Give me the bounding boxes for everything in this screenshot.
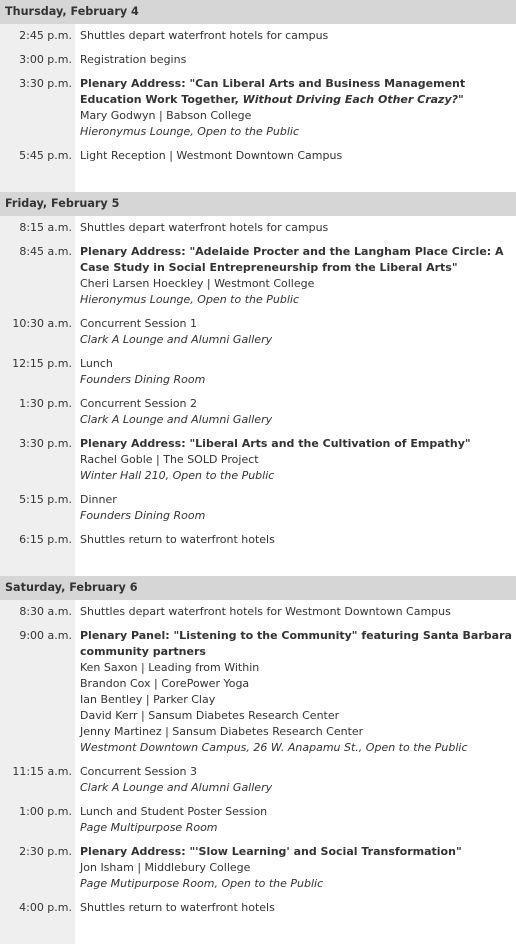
event-title: Registration begins [80,53,187,66]
event-title [80,844,512,860]
event-title: Light Reception | Westmont Downtown Campus [80,149,343,162]
schedule-event [0,52,516,68]
event-time: 9:00 a.m. [19,629,72,642]
event-speaker: Mary Godwyn | Babson College [80,109,252,122]
event-title [80,76,512,108]
schedule-event [0,492,516,524]
day-events [0,600,516,944]
event-location: Hieronymus Lounge, Open to the Public [80,293,300,306]
event-title: Shuttles return to waterfront hotels [80,901,275,914]
event-speaker: David Kerr | Sansum Diabetes Research Center [80,709,340,722]
event-location: Hieronymus Lounge, Open to the Public [80,125,300,138]
event-time: 4:00 p.m. [19,901,72,914]
event-info [80,244,516,308]
event-info [80,396,516,428]
day-header: Friday, February 5 [0,192,516,216]
event-time: 3:30 p.m. [19,77,72,90]
schedule-event [0,28,516,44]
event-title-bold: Plenary Address: "'Slow Learning' and Social Transformation" [80,845,462,858]
event-time: 2:30 p.m. [19,845,72,858]
schedule-event [0,532,516,548]
event-info [80,764,516,796]
event-time: 6:15 p.m. [19,533,72,546]
event-info [80,532,516,548]
schedule-event [0,76,516,140]
event-location: Clark A Lounge and Alumni Gallery [80,333,273,346]
event-title: Concurrent Session 3 [80,765,198,778]
event-time: 5:45 p.m. [19,149,72,162]
event-location: Westmont Downtown Campus, 26 W. Anapamu St., Open to the Public [80,741,468,754]
event-title: Shuttles return to waterfront hotels [80,533,275,546]
event-title: Dinner [80,493,117,506]
event-title-bold: Plenary Address: "Can Liberal Arts and Business Management Education Work Together, [80,77,466,106]
event-title: Concurrent Session 1 [80,317,198,330]
day-events [0,24,516,192]
event-location: Page Mutipurpose Room, Open to the Public [80,877,324,890]
event-title: Lunch [80,357,113,370]
event-title-bold: Plenary Address: "Adelaide Procter and the Langham Place Circle: A Case Study in Social Entrepreneurship from the Liberal Arts" [80,245,504,274]
event-time: 1:30 p.m. [19,397,72,410]
event-speaker: Jenny Martinez | Sansum Diabetes Research Center [80,725,364,738]
schedule-event [0,764,516,796]
schedule-event [0,396,516,428]
event-time: 1:00 p.m. [19,805,72,818]
event-time: 12:15 p.m. [12,357,72,370]
event-time: 11:15 a.m. [12,765,72,778]
event-title: Shuttles depart waterfront hotels for Westmont Downtown Campus [80,605,451,618]
schedule-event [0,244,516,308]
schedule-event [0,604,516,620]
schedule-event [0,316,516,348]
event-time: 8:45 a.m. [19,245,72,258]
event-info [80,148,516,164]
event-info [80,436,516,484]
event-time: 8:30 a.m. [19,605,72,618]
event-title: Lunch and Student Poster Session [80,805,268,818]
schedule-event [0,220,516,236]
event-time: 2:45 p.m. [19,29,72,42]
schedule-event [0,436,516,484]
event-title [80,436,512,452]
event-info [80,604,516,620]
event-title-bold: Plenary Address: "Liberal Arts and the Cultivation of Empathy" [80,437,471,450]
event-location: Winter Hall 210, Open to the Public [80,469,275,482]
event-info [80,492,516,524]
event-time: 5:15 p.m. [19,493,72,506]
event-time: 3:00 p.m. [19,53,72,66]
event-speaker: Ian Bentley | Parker Clay [80,693,216,706]
schedule-event [0,900,516,916]
event-info [80,900,516,916]
event-info [80,844,516,892]
day-header: Saturday, February 6 [0,576,516,600]
event-location: Clark A Lounge and Alumni Gallery [80,781,273,794]
schedule-event [0,804,516,836]
event-speaker: Jon Isham | Middlebury College [80,861,251,874]
event-title-italic: Without Driving Each Other Crazy? [242,93,458,106]
event-info [80,76,516,140]
event-info [80,316,516,348]
event-title: Shuttles depart waterfront hotels for campus [80,221,329,234]
event-speaker: Cheri Larsen Hoeckley | Westmont College [80,277,315,290]
day-events [0,216,516,576]
event-speaker: Brandon Cox | CorePower Yoga [80,677,250,690]
schedule-event [0,356,516,388]
event-location: Founders Dining Room [80,373,206,386]
event-info [80,628,516,756]
schedule-event [0,844,516,892]
event-location: Clark A Lounge and Alumni Gallery [80,413,273,426]
event-info [80,220,516,236]
event-time: 3:30 p.m. [19,437,72,450]
event-title: Shuttles depart waterfront hotels for campus [80,29,329,42]
event-info [80,804,516,836]
event-title-bold: Plenary Panel: "Listening to the Community" featuring Santa Barbara community partners [80,629,512,658]
event-time: 8:15 a.m. [19,221,72,234]
event-speaker: Rachel Goble | The SOLD Project [80,453,259,466]
event-time: 10:30 a.m. [12,317,72,330]
event-title [80,244,512,276]
event-info [80,52,516,68]
event-location: Founders Dining Room [80,509,206,522]
event-title-tail: " [458,93,464,106]
event-speaker: Ken Saxon | Leading from Within [80,661,260,674]
schedule-event [0,628,516,756]
event-info [80,356,516,388]
event-info [80,28,516,44]
event-title [80,628,512,660]
day-header: Thursday, February 4 [0,0,516,24]
event-title: Concurrent Session 2 [80,397,198,410]
event-location: Page Multipurpose Room [80,821,218,834]
schedule-event [0,148,516,164]
